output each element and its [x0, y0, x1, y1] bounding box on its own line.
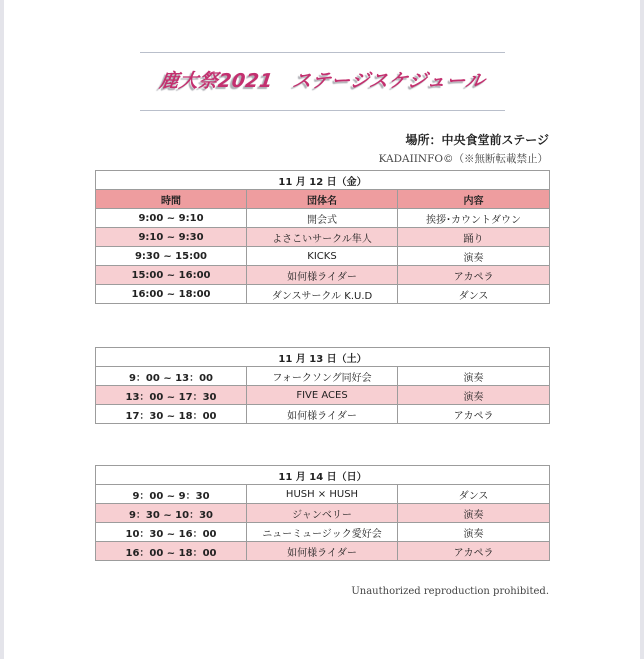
- schedule-row: [96, 209, 550, 228]
- content-cell: 踊り: [398, 228, 550, 247]
- time-cell: 13：00 ~ 17：30: [96, 386, 247, 405]
- group-cell: フォークソング同好会: [247, 367, 398, 386]
- time-cell: 9:30 ~ 15:00: [96, 247, 247, 266]
- time-cell: 16:00 ~ 18:00: [96, 285, 247, 304]
- group-cell: 如何様ライダー: [247, 542, 398, 561]
- time-cell: 9:10 ~ 9:30: [96, 228, 247, 247]
- schedule-row: [96, 504, 550, 523]
- date-cell: 11 月 13 日（土）: [96, 348, 550, 367]
- page-edge-left: [0, 0, 4, 659]
- content-cell: 演奏: [398, 523, 550, 542]
- group-cell: 如何様ライダー: [247, 405, 398, 424]
- schedule-row: [96, 485, 550, 504]
- content-cell: 演奏: [398, 367, 550, 386]
- time-cell: 9:00 ~ 9:10: [96, 209, 247, 228]
- time-cell: 17：30 ~ 18：00: [96, 405, 247, 424]
- schedule-row: [96, 542, 550, 561]
- content-cell: 挨拶･カウントダウン: [398, 209, 550, 228]
- group-cell: ニューミュージック愛好会: [247, 523, 398, 542]
- schedule-row: [96, 405, 550, 424]
- title-rule-bottom: [140, 110, 505, 111]
- page-edge-right: [640, 0, 644, 659]
- group-cell: ダンスサークル K.U.D: [247, 285, 398, 304]
- content-cell: アカペラ: [398, 266, 550, 285]
- date-cell: 11 月 12 日（金）: [96, 171, 550, 190]
- schedule-table-day-2: [95, 347, 550, 424]
- content-cell: ダンス: [398, 485, 550, 504]
- schedule-row: [96, 228, 550, 247]
- venue-label: 場所：中央食堂前ステージ: [405, 133, 549, 147]
- group-cell: FIVE ACES: [247, 386, 398, 405]
- schedule-row: [96, 386, 550, 405]
- group-cell: よさこいサークル隼人: [247, 228, 398, 247]
- date-row: [96, 348, 550, 367]
- time-cell: 10：30 ~ 16：00: [96, 523, 247, 542]
- time-cell: 15:00 ~ 16:00: [96, 266, 247, 285]
- column-header-group: 団体名: [247, 190, 398, 209]
- schedule-table-day-1: [95, 170, 550, 304]
- column-header-row: [96, 190, 550, 209]
- time-cell: 9：00 ~ 9：30: [96, 485, 247, 504]
- date-row: [96, 466, 550, 485]
- schedule-row: [96, 367, 550, 386]
- date-row: [96, 171, 550, 190]
- time-cell: 16：00 ~ 18：00: [96, 542, 247, 561]
- schedule-row: [96, 247, 550, 266]
- group-cell: 開会式: [247, 209, 398, 228]
- content-cell: 演奏: [398, 386, 550, 405]
- schedule-row: [96, 266, 550, 285]
- column-header-content: 内容: [398, 190, 550, 209]
- date-cell: 11 月 14 日（日）: [96, 466, 550, 485]
- group-cell: HUSH × HUSH: [247, 485, 398, 504]
- schedule-row: [96, 523, 550, 542]
- time-cell: 9：00 ~ 13：00: [96, 367, 247, 386]
- column-header-time: 時間: [96, 190, 247, 209]
- group-cell: 如何様ライダー: [247, 266, 398, 285]
- title-rule-top: [140, 52, 505, 53]
- page-title: 鹿大祭2021 ステージスケジュール: [158, 70, 487, 92]
- content-cell: 演奏: [398, 247, 550, 266]
- footer-notice: Unauthorized reproduction prohibited.: [351, 586, 549, 597]
- content-cell: アカペラ: [398, 542, 550, 561]
- content-cell: 演奏: [398, 504, 550, 523]
- content-cell: ダンス: [398, 285, 550, 304]
- content-cell: アカペラ: [398, 405, 550, 424]
- time-cell: 9：30 ~ 10：30: [96, 504, 247, 523]
- group-cell: ジャンベリー: [247, 504, 398, 523]
- schedule-row: [96, 285, 550, 304]
- schedule-table-day-3: [95, 465, 550, 561]
- group-cell: KICKS: [247, 247, 398, 266]
- copyright-notice: KADAIINFO©（※無断転載禁止）: [378, 153, 548, 165]
